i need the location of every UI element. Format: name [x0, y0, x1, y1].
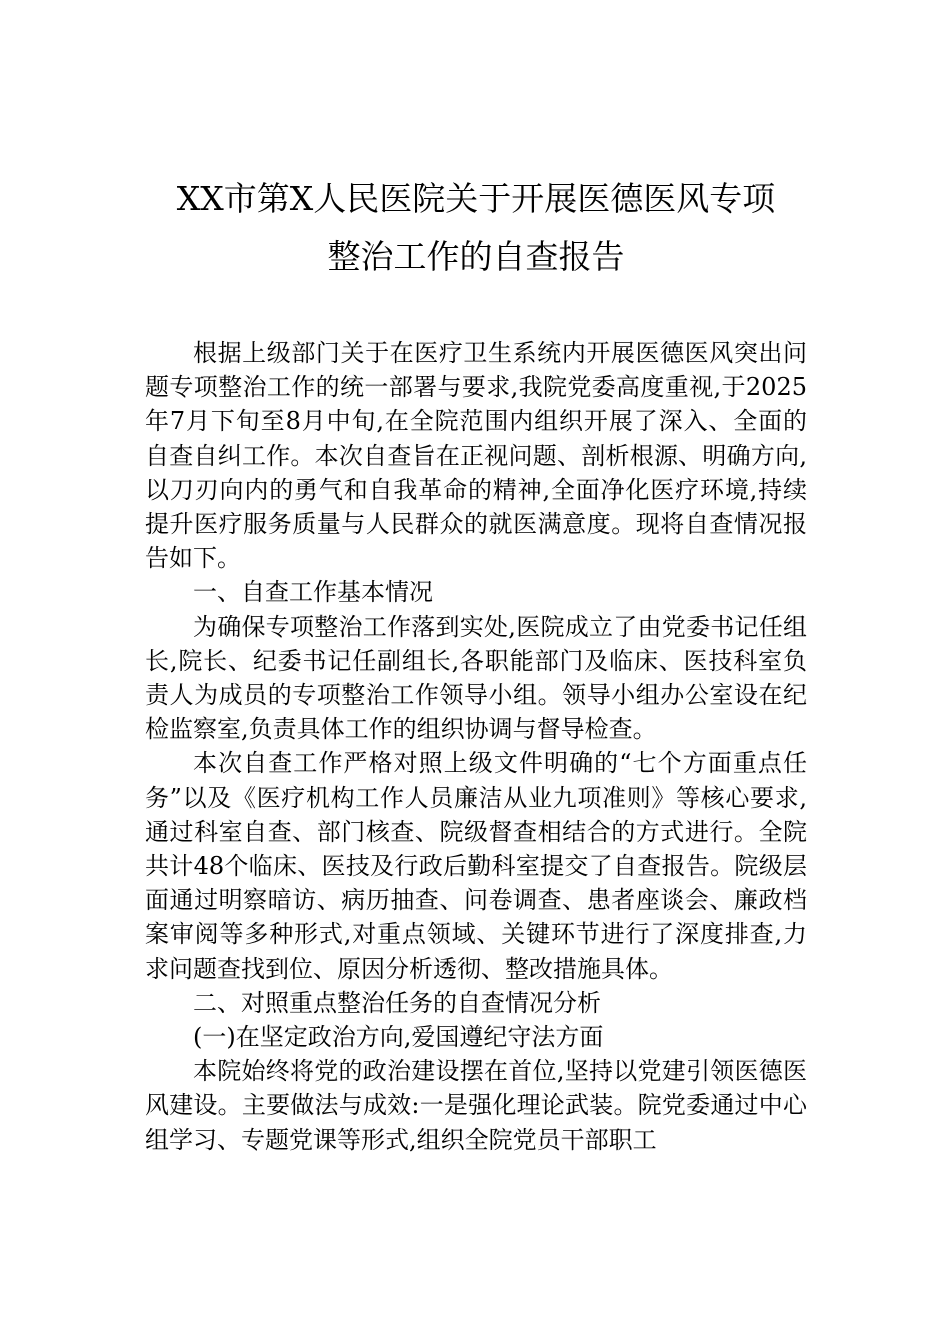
document-page	[145, 170, 807, 1157]
intro-paragraph: 根据上级部门关于在医疗卫生系统内开展医德医风突出问题专项整治工作的统一部署与要求,我院党委高度重视,于2025年7月下旬至8月中旬,在全院范围内组织开展了深入、全面的自查自纠工作。本次自查旨在正视问题、剖析根源、明确方向,以刀刃向内的勇气和自我革命的精神,全面净化医疗环境,持续提升医疗服务质量与人民群众的就医满意度。现将自查情况报告如下。	[145, 339, 807, 573]
body-paragraph: 本院始终将党的政治建设摆在首位,坚持以党建引领医德医风建设。主要做法与成效:一是强化理论武装。院党委通过中心组学习、专题党课等形式,组织全院党员干部职工	[145, 1057, 807, 1154]
body-paragraph: 本次自查工作严格对照上级文件明确的“七个方面重点任务”以及《医疗机构工作人员廉洁从业九项准则》等核心要求,通过科室自查、部门核查、院级督查相结合的方式进行。全院共计48个临床、医技及行政后勤科室提交了自查报告。院级层面通过明察暗访、病历抽查、问卷调查、患者座谈会、廉政档案审阅等多种形式,对重点领域、关键环节进行了深度排查,力求问题查找到位、原因分析透彻、整改措施具体。	[145, 749, 807, 983]
subsection-heading-1: (一)在坚定政治方向,爱国遵纪守法方面	[193, 1023, 604, 1052]
title-line-1: XX市第X人民医院关于开展医德医风专项	[176, 179, 776, 218]
title-line-2: 整治工作的自查报告	[327, 237, 625, 276]
section-heading-1: 一、自查工作基本情况	[193, 578, 433, 607]
section-heading-2: 二、对照重点整治任务的自查情况分析	[193, 988, 601, 1017]
document-title	[145, 170, 807, 286]
document-body	[145, 336, 807, 1157]
body-paragraph: 为确保专项整治工作落到实处,医院成立了由党委书记任组长,院长、纪委书记任副组长,各职能部门及临床、医技科室负责人为成员的专项整治工作领导小组。领导小组办公室设在纪检监察室,负责具体工作的组织协调与督导检查。	[145, 612, 807, 744]
